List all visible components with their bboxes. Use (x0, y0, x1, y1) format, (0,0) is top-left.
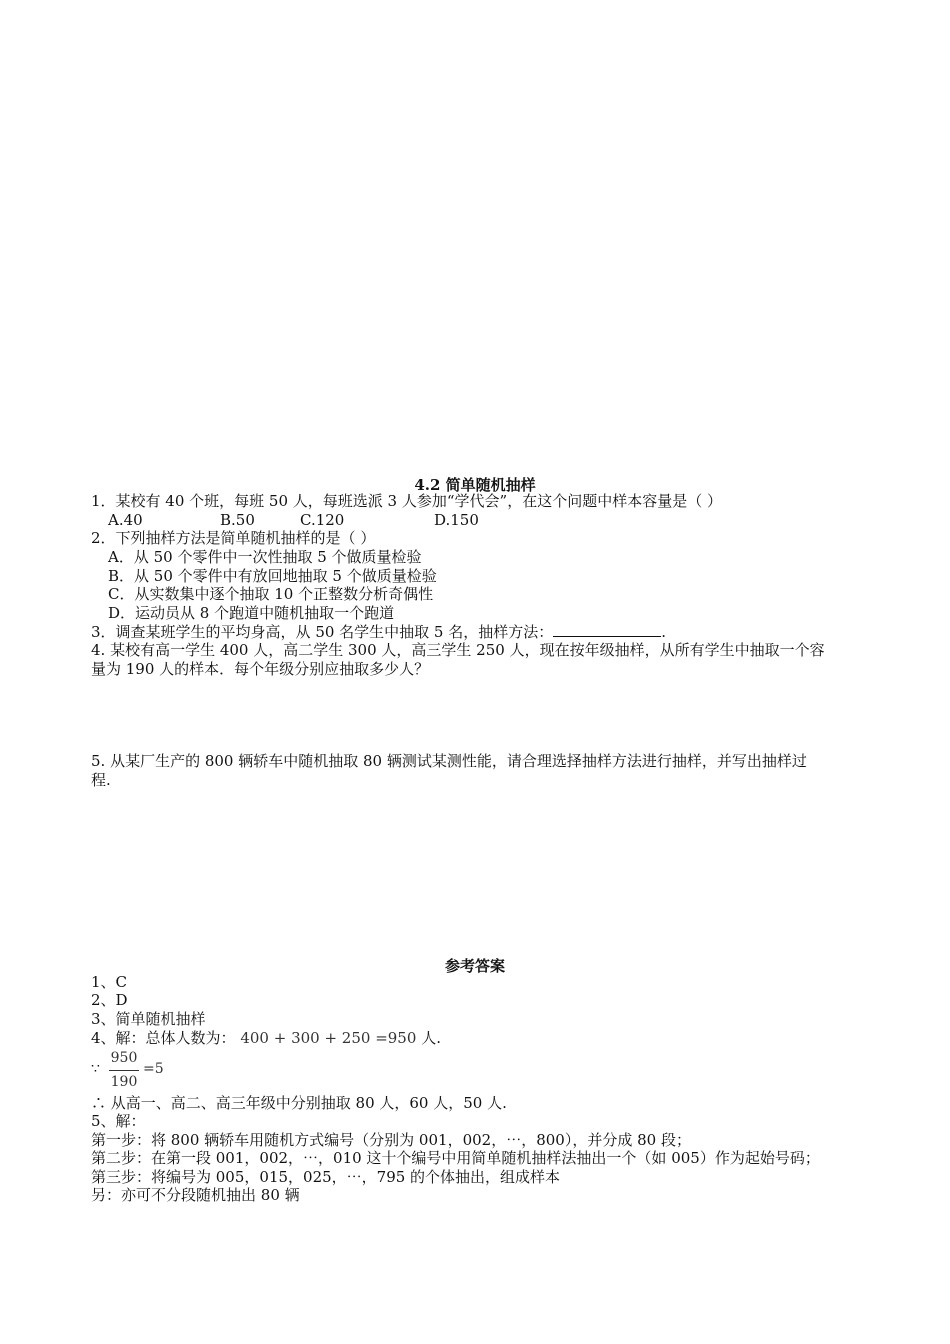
question-1-option-d: D.150 (434, 511, 479, 529)
answer-blank (553, 622, 661, 637)
answer-1: 1、C (91, 973, 128, 991)
question-5-line-2: 程. (91, 771, 111, 789)
because-symbol: ∵ (91, 1061, 100, 1077)
answer-4-conclusion: ∴ 从高一、高二、高三年级中分别抽取 80 人，60 人，50 人. (91, 1094, 507, 1112)
answer-5-note: 另：亦可不分段随机抽出 80 辆 (91, 1186, 300, 1204)
question-3 (91, 622, 666, 642)
exercise-title: 4.2 简单随机抽样 (414, 476, 536, 494)
question-3-text: 3．调查某班学生的平均身高，从 50 名学生中抽取 5 名，抽样方法： (91, 623, 554, 641)
question-3-end: . (661, 623, 667, 641)
answer-4-expression: 400 + 300 + 250 =950 (240, 1029, 417, 1047)
question-1: 1．某校有 40 个班，每班 50 人，每班选派 3 人参加“学代会”，在这个问题中样本容量是（ ） (91, 492, 722, 510)
question-1-option-a: A.40 (108, 511, 143, 529)
fraction-denominator: 190 (110, 1074, 138, 1090)
question-2-option-b: B．从 50 个零件中有放回地抽取 5 个做质量检验 (108, 567, 437, 585)
question-4-line-1: 4. 某校有高一学生 400 人，高二学生 300 人，高三学生 250 人，现在按年级抽样，从所有学生中抽取一个容 (91, 641, 825, 659)
fraction-bar (109, 1070, 139, 1071)
answer-5-step-1: 第一步：将 800 辆轿车用随机方式编号（分别为 001，002，⋯，800），并分成 80 段； (91, 1131, 691, 1149)
question-1-option-b: B.50 (220, 511, 255, 529)
question-2-option-a: A．从 50 个零件中一次性抽取 5 个做质量检验 (108, 548, 422, 566)
question-4-line-2: 量为 190 人的样本．每个年级分别应抽取多少人？ (91, 660, 430, 678)
question-2-option-d: D．运动员从 8 个跑道中随机抽取一个跑道 (108, 604, 395, 622)
answer-4-suffix: 人. (421, 1029, 441, 1047)
answers-title: 参考答案 (444, 957, 505, 975)
answer-4-prefix: 4、解：总体人数为： (91, 1029, 236, 1047)
answer-2: 2、D (91, 991, 128, 1009)
question-2: 2．下列抽样方法是简单随机抽样的是（ ） (91, 529, 376, 547)
fraction-numerator: 950 (110, 1050, 138, 1066)
question-1-option-c: C.120 (300, 511, 345, 529)
answer-3: 3、简单随机抽样 (91, 1010, 206, 1028)
answer-5-step-3: 第三步：将编号为 005，015，025，⋯，795 的个体抽出，组成样本 (91, 1168, 561, 1186)
answer-5: 5、解： (91, 1112, 146, 1130)
answer-5-step-2: 第二步：在第一段 001，002，⋯，010 这十个编号中用简单随机抽样法抽出一个（如 005）作为起始号码； (91, 1149, 820, 1167)
answer-4 (91, 1029, 441, 1048)
question-2-option-c: C．从实数集中逐个抽取 10 个正整数分析奇偶性 (108, 585, 434, 603)
question-5-line-1: 5. 从某厂生产的 800 辆轿车中随机抽取 80 辆测试某测性能，请合理选择抽样方法进行抽样，并写出抽样过 (91, 752, 807, 770)
fraction-result: =5 (143, 1061, 164, 1077)
